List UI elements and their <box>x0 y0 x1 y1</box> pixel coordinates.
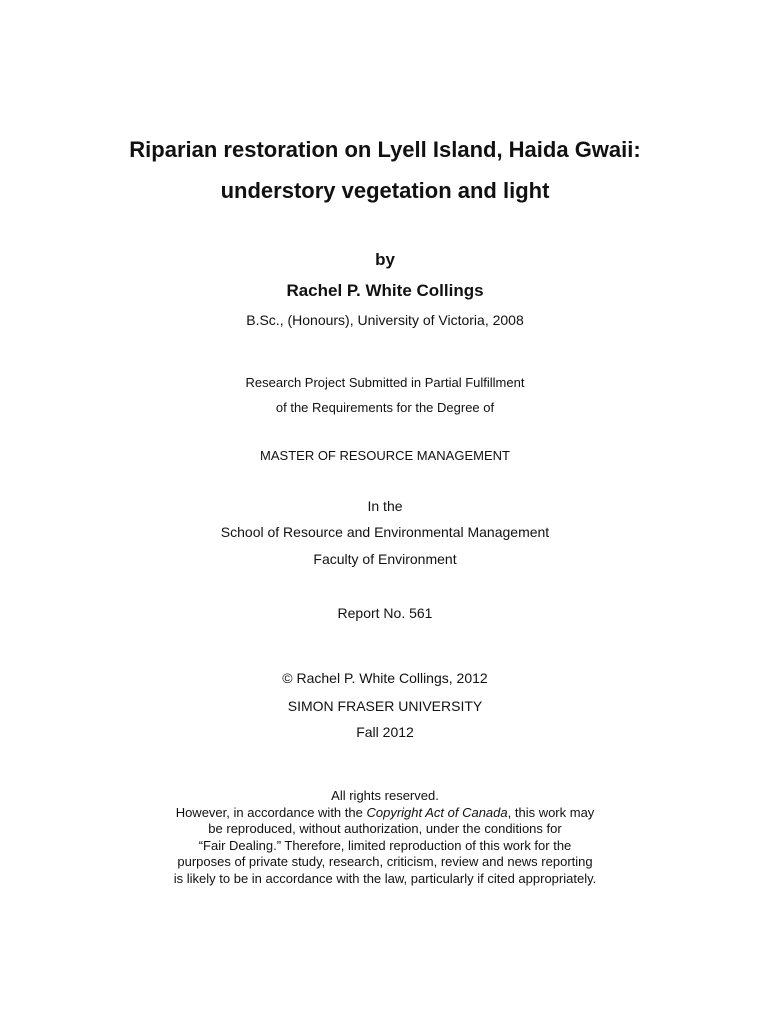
faculty-name: Faculty of Environment <box>313 551 457 567</box>
copyright-act-title: Copyright Act of Canada <box>366 804 508 820</box>
notice-line-6: is likely to be in accordance with the law, particularly if cited appropriately. <box>173 870 597 886</box>
university-name: SIMON FRASER UNIVERSITY <box>287 698 483 714</box>
in-the-label: In the <box>367 498 403 514</box>
title-line-2: understory vegetation and light <box>220 178 550 203</box>
degree-name: MASTER OF RESOURCE MANAGEMENT <box>260 448 510 463</box>
copyright-line: © Rachel P. White Collings, 2012 <box>282 670 488 686</box>
notice-line-2 <box>0 805 770 822</box>
submission-line-1: Research Project Submitted in Partial Fulfillment <box>245 375 525 390</box>
notice-line-2-suffix: , this work may <box>507 804 595 820</box>
author-name: Rachel P. White Collings <box>286 281 484 300</box>
term: Fall 2012 <box>356 724 414 740</box>
copyright-notice <box>0 788 770 887</box>
notice-line-5: purposes of private study, research, criticism, review and news reporting <box>177 854 593 869</box>
notice-line-2-prefix: However, in accordance with the <box>175 804 367 820</box>
report-number: Report No. 561 <box>337 605 433 621</box>
notice-rights: All rights reserved. <box>331 788 439 803</box>
school-name: School of Resource and Environmental Management <box>220 524 550 540</box>
notice-line-4: “Fair Dealing.” Therefore, limited reproduction of this work for the <box>198 837 572 853</box>
title-line-1: Riparian restoration on Lyell Island, Haida Gwaii: <box>129 137 641 162</box>
submission-line-2: of the Requirements for the Degree of <box>275 400 495 415</box>
prior-degree: B.Sc., (Honours), University of Victoria, 2008 <box>246 312 524 328</box>
by-label: by <box>375 250 395 269</box>
notice-line-3: be reproduced, without authorization, under the conditions for <box>208 821 562 836</box>
